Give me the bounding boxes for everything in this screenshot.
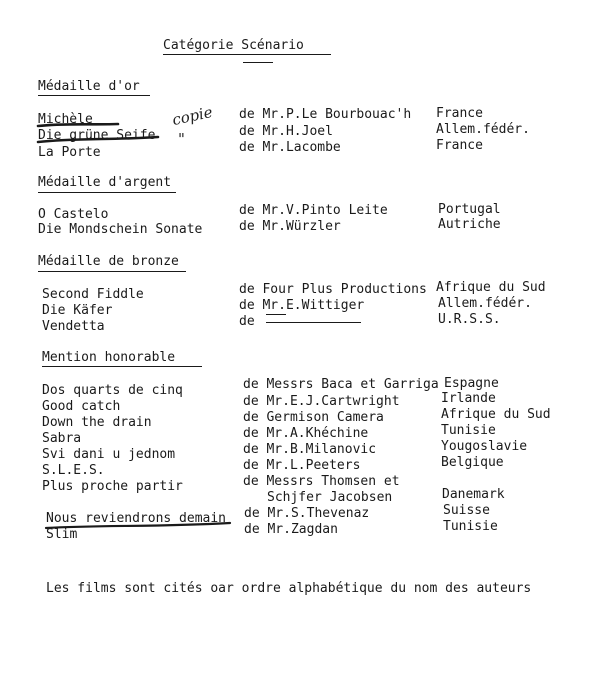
handwritten-copie-note: copie	[170, 102, 215, 130]
entry-author: de Mr.A.Khéchine	[243, 426, 369, 441]
entry-title: Michèle	[38, 112, 93, 127]
entry-author: de Mr.E.Wittiger	[239, 298, 365, 313]
entry-author: de Four Plus Productions	[239, 282, 427, 297]
entry-title: Dos quarts de cinq	[42, 383, 183, 398]
entry-title: Die Mondschein Sonate	[38, 222, 203, 237]
footer-note: Les films sont cités oar ordre alphabétique du nom des auteurs	[46, 581, 532, 596]
entry-country: Yougoslavie	[441, 439, 528, 454]
entry-title: Sabra	[42, 431, 82, 446]
entry-author: de Mr.P.Le Bourbouac'h	[239, 107, 412, 122]
entry-author: de	[239, 314, 255, 329]
entry-author: de Mr.Zagdan	[244, 522, 338, 537]
entry-country: Belgique	[441, 455, 504, 470]
entry-country: Afrique du Sud	[436, 280, 546, 295]
entry-title: La Porte	[38, 145, 101, 160]
section-underline	[38, 271, 186, 272]
entry-country: France	[436, 106, 483, 121]
entry-title: Second Fiddle	[42, 287, 144, 302]
section-underline	[42, 366, 202, 367]
handwritten-underline	[266, 314, 286, 315]
section-heading-honorable: Mention honorable	[42, 350, 176, 365]
entry-title: Nous reviendrons demain	[46, 511, 227, 526]
entry-title: Die grüne Seife	[38, 128, 156, 143]
entry-author: de Messrs Thomsen et	[243, 474, 400, 489]
entry-author: de Mr.H.Joel	[239, 124, 333, 139]
entry-title: Slim	[46, 527, 78, 542]
entry-author: de Mr.Lacombe	[239, 140, 341, 155]
section-underline	[38, 95, 150, 96]
entry-country: Tunisie	[443, 519, 498, 534]
handwritten-underline	[40, 516, 240, 536]
entry-country: Danemark	[442, 487, 505, 502]
entry-author: de Mr.E.J.Cartwright	[243, 394, 400, 409]
entry-author: de Mr.L.Peeters	[243, 458, 361, 473]
entry-author: de Mr.Würzler	[239, 219, 341, 234]
title-underline-mark	[243, 62, 273, 63]
entry-country: France	[436, 138, 483, 153]
handwritten-underline	[34, 118, 164, 148]
entry-title: O Castelo	[38, 207, 109, 222]
page-title: Catégorie Scénario	[163, 38, 304, 53]
entry-title: S.L.E.S.	[42, 463, 105, 478]
entry-country: Irlande	[441, 391, 496, 406]
handwritten-ditto-mark: "	[178, 130, 185, 148]
entry-author-continued: Schjfer Jacobsen	[267, 490, 393, 505]
section-heading-gold: Médaille d'or	[38, 79, 140, 94]
section-underline	[38, 192, 176, 193]
section-heading-bronze: Médaille de bronze	[38, 254, 179, 269]
section-heading-silver: Médaille d'argent	[38, 175, 172, 190]
entry-author: de Messrs Baca et Garriga	[243, 377, 439, 392]
title-underline	[163, 54, 331, 55]
entry-country: Afrique du Sud	[441, 407, 551, 422]
entry-title: Die Käfer	[42, 303, 113, 318]
entry-title: Vendetta	[42, 319, 105, 334]
entry-title: Svi dani u jednom	[42, 447, 176, 462]
blank-author-line	[266, 322, 361, 323]
entry-country: Portugal	[438, 202, 501, 217]
entry-title: Plus proche partir	[42, 479, 183, 494]
entry-title: Down the drain	[42, 415, 152, 430]
entry-country: Allem.fédér.	[438, 296, 532, 311]
entry-country: U.R.S.S.	[438, 312, 501, 327]
entry-country: Allem.fédér.	[436, 122, 530, 137]
entry-country: Autriche	[438, 217, 501, 232]
entry-country: Suisse	[443, 503, 490, 518]
entry-country: Espagne	[444, 376, 499, 391]
entry-author: de Mr.S.Thevenaz	[244, 506, 370, 521]
entry-author: de Mr.B.Milanovic	[243, 442, 377, 457]
entry-author: de Mr.V.Pinto Leite	[239, 203, 388, 218]
entry-author: de Germison Camera	[243, 410, 384, 425]
entry-country: Tunisie	[441, 423, 496, 438]
entry-title: Good catch	[42, 399, 121, 414]
